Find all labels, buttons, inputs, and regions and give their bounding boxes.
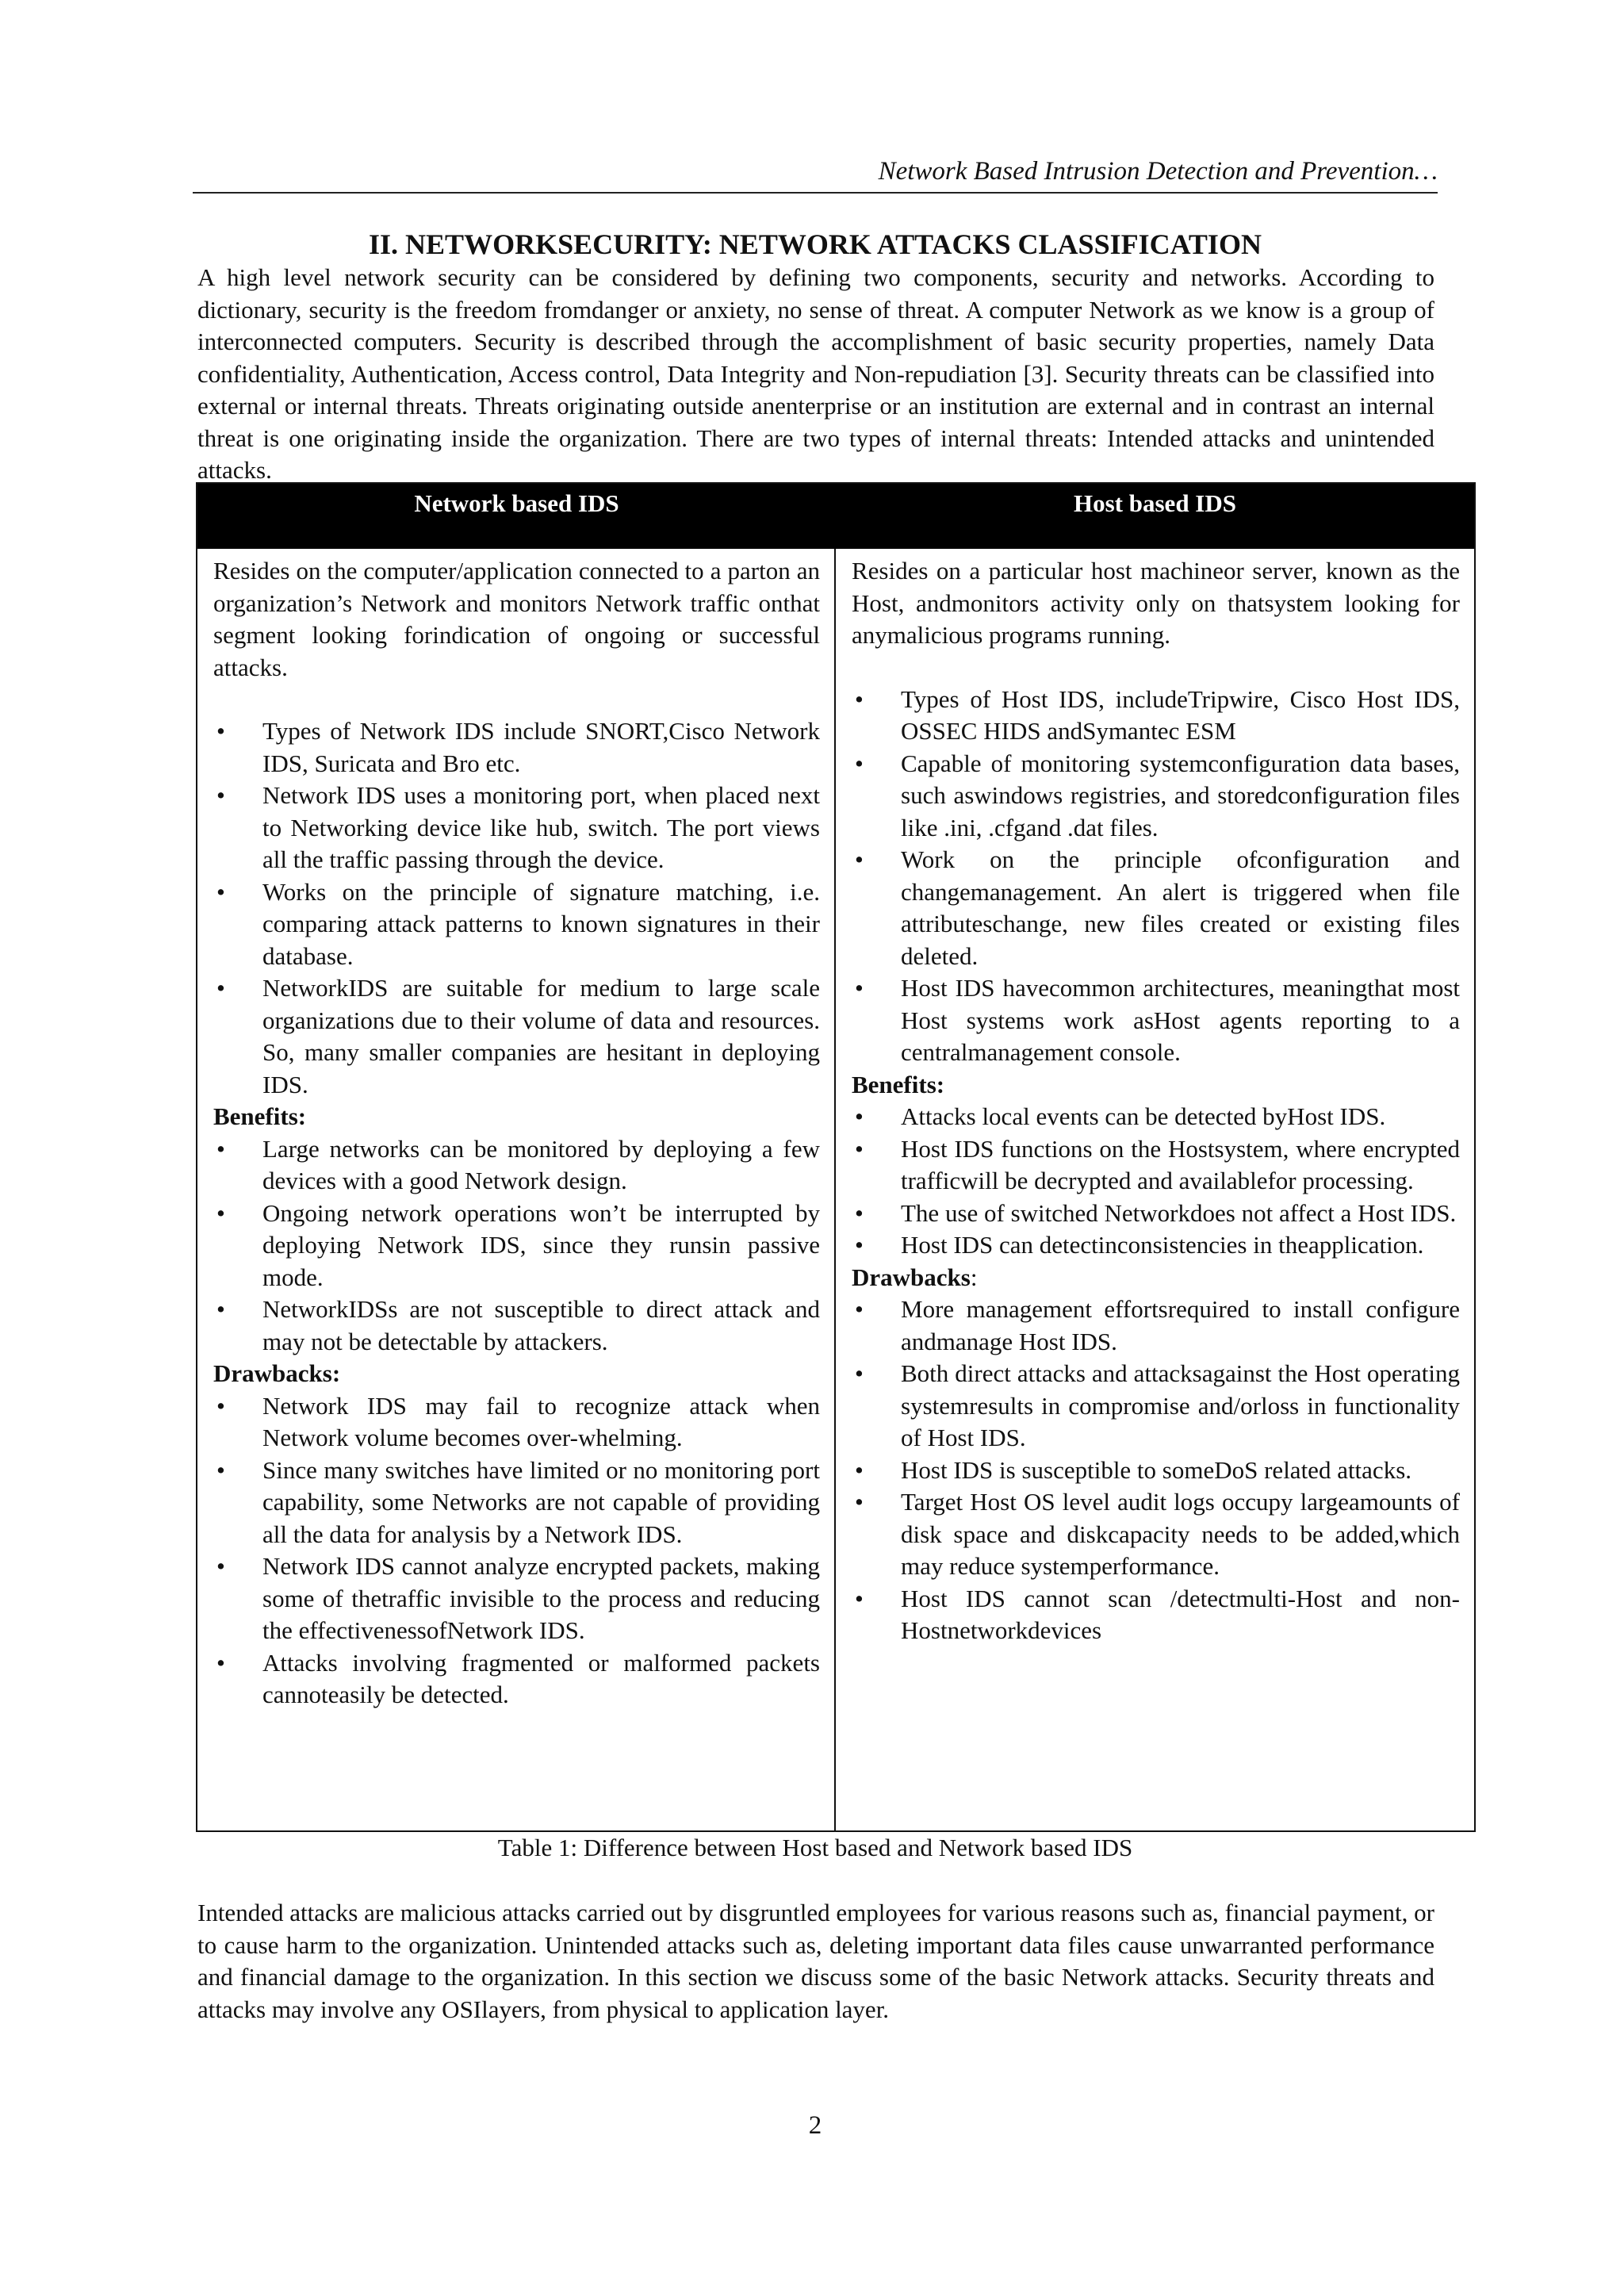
table-caption: Table 1: Difference between Host based and Network based IDS (497, 1834, 1133, 1861)
bullet-icon: • (216, 877, 225, 906)
host-benefits-list (852, 1101, 1460, 1262)
bullet-icon: • (216, 1295, 225, 1323)
table-header-row (197, 484, 1474, 549)
network-benefits-heading: Benefits: (213, 1102, 307, 1130)
list-item-text: Since many switches have limited or no monitoring port capability, some Networks are not capable of providing all the data for analysis by a Network IDS. (262, 1455, 820, 1548)
table-body-row (197, 549, 1474, 1830)
network-benefits-list (213, 1133, 820, 1359)
list-item-text: Host IDS can detectinconsistencies in theapplication. (901, 1231, 1424, 1259)
list-item (213, 1647, 820, 1711)
host-drawbacks-heading (852, 1262, 1460, 1294)
bullet-icon: • (216, 1391, 225, 1420)
list-item-text: More management effortsrequired to install configure andmanage Host IDS. (901, 1295, 1460, 1355)
bullet-icon: • (855, 1198, 864, 1227)
list-item (852, 1101, 1460, 1133)
list-item-text: Target Host OS level audit logs occupy largeamounts of disk space and diskcapacity needs to be added,which may reduce systemperformance. (901, 1488, 1460, 1580)
list-item-text: Both direct attacks and attacksagainst the Host operating systemresults in compromise and/orloss in functionality of Host IDS. (901, 1359, 1460, 1451)
bullet-icon: • (216, 781, 225, 809)
list-item-text: NetworkIDS are suitable for medium to large scale organizations due to their volume of data and resources. So, many smaller companies are hesitant in deploying IDS. (262, 974, 820, 1098)
running-header: Network Based Intrusion Detection and Prevention… (878, 157, 1438, 186)
list-item (852, 972, 1460, 1069)
list-item (852, 1294, 1460, 1358)
list-item (213, 715, 820, 780)
list-item (213, 972, 820, 1101)
list-item-text: Attacks local events can be detected byHost IDS. (901, 1102, 1386, 1130)
network-ids-description: Resides on the computer/application connected to a parton an organization’s Network and monitors Network traffic onthat segment looking forindication of ongoing or successful attacks. (213, 557, 820, 681)
bullet-icon: • (855, 1102, 864, 1130)
list-item (213, 1198, 820, 1294)
list-item-text: Host IDS cannot scan /detectmulti-Host and non-Hostnetworkdevices (901, 1584, 1460, 1644)
list-item (213, 1550, 820, 1647)
list-item (852, 748, 1460, 845)
bullet-icon: • (855, 974, 864, 1002)
network-ids-column (197, 549, 836, 1830)
bullet-icon: • (855, 1455, 864, 1484)
list-item (213, 1294, 820, 1358)
list-item-text: Host IDS is susceptible to someDoS related attacks. (901, 1455, 1412, 1484)
list-item (852, 1455, 1460, 1487)
list-item-text: Network IDS may fail to recognize attack when Network volume becomes over-whelming. (262, 1391, 820, 1451)
host-ids-column (836, 549, 1474, 1830)
list-item-text: Network IDS cannot analyze encrypted packets, making some of thetraffic invisible to the process and reducing the effectivenessofNetwork IDS. (262, 1552, 820, 1644)
network-drawbacks-heading: Drawbacks: (213, 1359, 341, 1387)
host-benefits-heading: Benefits: (852, 1070, 945, 1098)
bullet-icon: • (855, 684, 864, 713)
bullet-icon: • (855, 749, 864, 777)
section-title: II. NETWORKSECURITY: NETWORK ATTACKS CLASSIFICATION (369, 228, 1262, 260)
list-item-text: The use of switched Networkdoes not affect a Host IDS. (901, 1198, 1457, 1227)
list-item (852, 1358, 1460, 1455)
bullet-icon: • (216, 717, 225, 745)
host-ids-description: Resides on a particular host machineor server, known as the Host, andmonitors activity only on thatsystem looking for anymalicious programs running. (852, 557, 1460, 649)
bullet-icon: • (216, 1134, 225, 1163)
page-number: 2 (808, 2111, 822, 2140)
list-item (213, 1390, 820, 1455)
list-item-text: Work on the principle ofconfiguration and changemanagement. An alert is triggered when file attributeschange, new files created or existing files deleted. (901, 845, 1460, 970)
list-item-text: Attacks involving fragmented or malformed packets cannoteasily be detected. (262, 1648, 820, 1708)
list-item (852, 1583, 1460, 1647)
list-item-text: NetworkIDSs are not susceptible to direct attack and may not be detectable by attackers. (262, 1295, 820, 1355)
host-drawbacks-heading-colon: : (970, 1263, 978, 1291)
list-item-text: Host IDS functions on the Hostsystem, where encrypted trafficwill be decrypted and availablefor processing. (901, 1134, 1460, 1194)
list-item (852, 684, 1460, 748)
list-item (213, 1455, 820, 1551)
host-drawbacks-heading-text: Drawbacks (852, 1263, 971, 1291)
bullet-icon: • (216, 1552, 225, 1580)
header-rule (193, 192, 1438, 194)
bullet-icon: • (216, 1648, 225, 1677)
ids-comparison-table (196, 482, 1476, 1832)
host-ids-feature-list (852, 684, 1460, 1069)
list-item (852, 1198, 1460, 1230)
bullet-icon: • (855, 1295, 864, 1323)
list-item-text: Large networks can be monitored by deploying a few devices with a good Network design. (262, 1134, 820, 1194)
bullet-icon: • (855, 1584, 864, 1612)
list-item-text: Host IDS havecommon architectures, meaningthat most Host systems work asHost agents reporting to a centralmanagement console. (901, 974, 1460, 1066)
intro-paragraph: A high level network security can be considered by defining two components, security and networks. According to dictionary, security is the freedom fromdanger or anxiety, no sense of threat. A computer Network as we know is a group of interconnected computers. Security is described through the accomplishment of basic security properties, namely Data confidentiality, Authentication, Access control, Data Integrity and Non-repudiation [3]. Security threats can be classified into external or internal threats. Threats originating outside anenterprise or an institution are external and in contrast an internal threat is one originating inside the organization. There are two types of internal threats: Intended attacks and unintended attacks. (197, 263, 1434, 484)
list-item (852, 1229, 1460, 1262)
list-item (213, 1133, 820, 1198)
host-drawbacks-list (852, 1294, 1460, 1647)
list-item (852, 844, 1460, 972)
list-item (852, 1133, 1460, 1198)
bullet-icon: • (855, 1134, 864, 1163)
bullet-icon: • (216, 1455, 225, 1484)
bullet-icon: • (855, 845, 864, 873)
network-drawbacks-list (213, 1390, 820, 1711)
list-item (852, 1486, 1460, 1583)
host-ids-header: Host based IDS (1074, 489, 1236, 517)
list-item-text: Types of Network IDS include SNORT,Cisco Network IDS, Suricata and Bro etc. (262, 717, 820, 777)
list-item-text: Network IDS uses a monitoring port, when placed next to Networking device like hub, switch. The port views all the traffic passing through the device. (262, 781, 820, 873)
list-item-text: Capable of monitoring systemconfiguration data bases, such aswindows registries, and storedconfiguration files like .ini, .cfgand .dat files. (901, 749, 1460, 841)
list-item-text: Works on the principle of signature matching, i.e. comparing attack patterns to known signatures in their database. (262, 877, 820, 970)
bullet-icon: • (855, 1359, 864, 1387)
closing-paragraph: Intended attacks are malicious attacks carried out by disgruntled employees for various reasons such as, financial payment, or to cause harm to the organization. Unintended attacks such as, deleting important data files cause unwarranted performance and financial damage to the organization. In this section we discuss some of the basic Network attacks. Security threats and attacks may involve any OSIlayers, from physical to application layer. (197, 1899, 1434, 2023)
bullet-icon: • (216, 1198, 225, 1227)
list-item-text: Types of Host IDS, includeTripwire, Cisco Host IDS, OSSEC HIDS andSymantec ESM (901, 684, 1460, 745)
list-item (213, 876, 820, 973)
list-item-text: Ongoing network operations won’t be interrupted by deploying Network IDS, since they runsin passive mode. (262, 1198, 820, 1291)
bullet-icon: • (216, 974, 225, 1002)
bullet-icon: • (855, 1231, 864, 1259)
network-ids-feature-list (213, 715, 820, 1101)
bullet-icon: • (855, 1488, 864, 1516)
network-ids-header: Network based IDS (414, 489, 619, 517)
list-item (213, 780, 820, 876)
